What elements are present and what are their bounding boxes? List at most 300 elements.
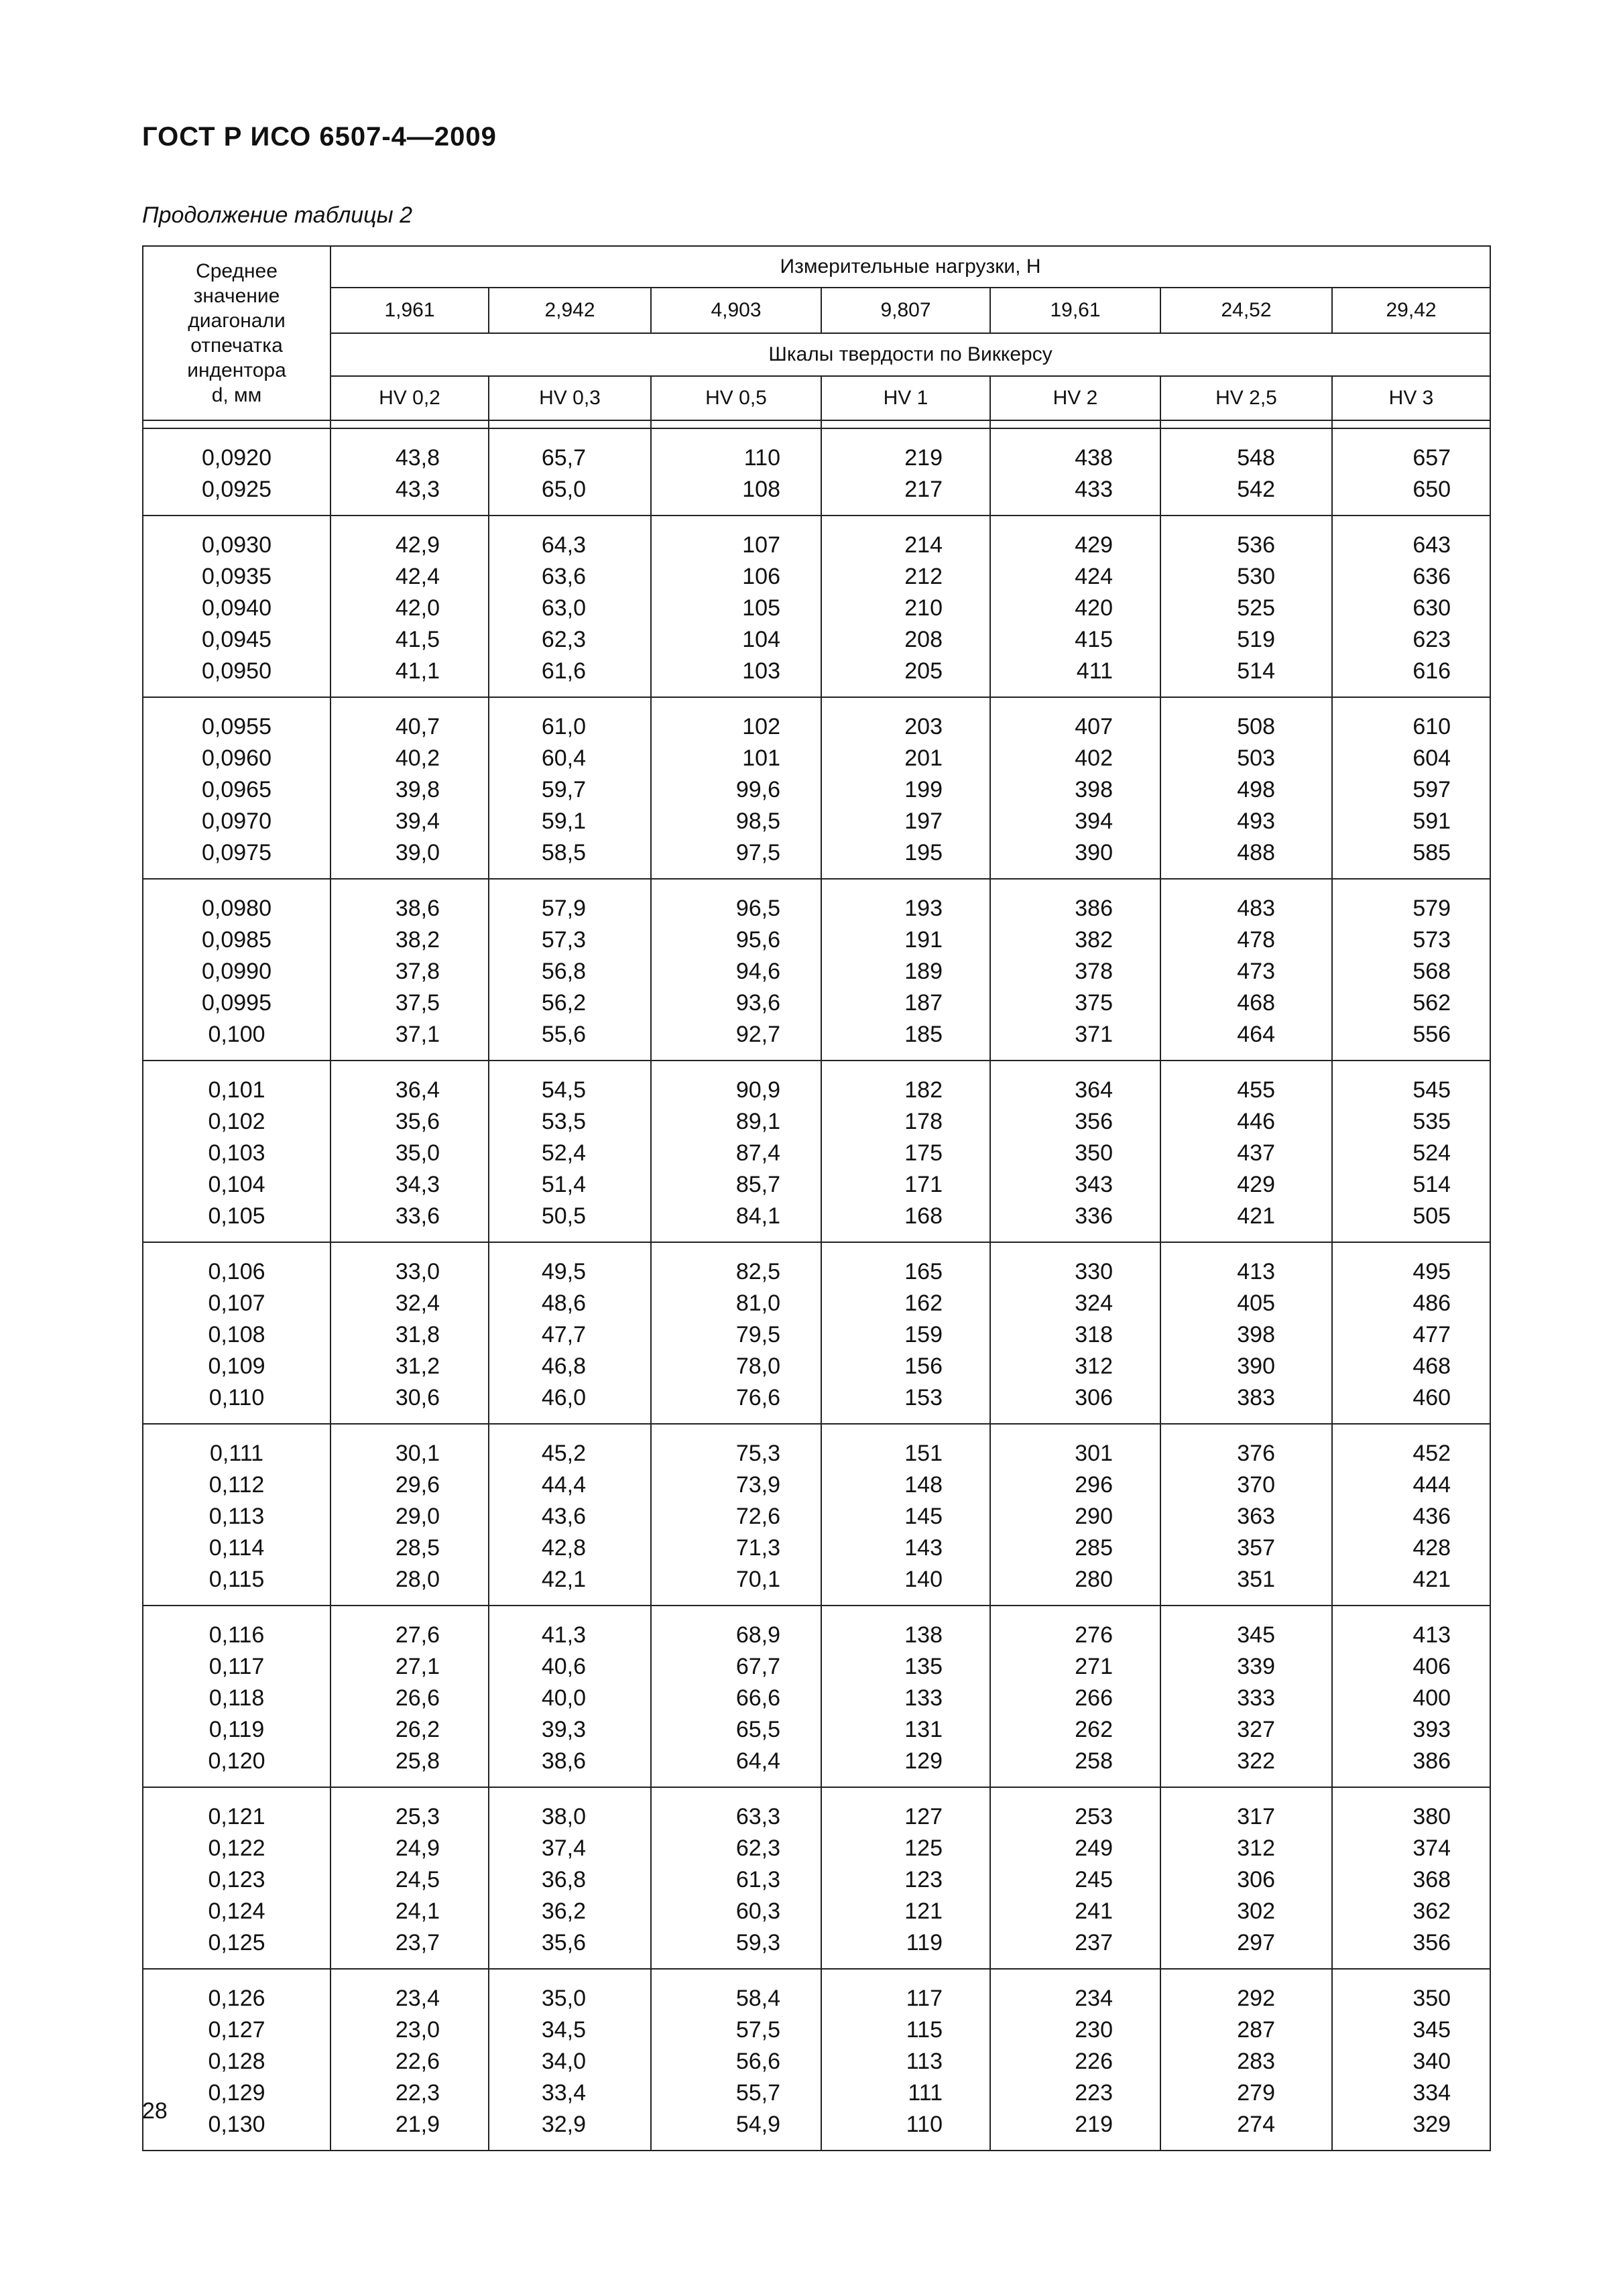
hardness-value: 148: [904, 1472, 943, 1498]
hardness-value: 29,0: [395, 1504, 440, 1529]
hardness-column-cell: [330, 1787, 489, 1969]
hardness-value: 203: [904, 714, 943, 739]
hardness-value: 107: [742, 532, 780, 558]
hardness-value: 31,2: [395, 1353, 440, 1379]
hardness-value: 113: [906, 2049, 943, 2074]
hardness-value: 59,7: [541, 777, 586, 802]
hardness-value: 92,7: [735, 1022, 780, 1047]
row-group: [143, 1424, 1490, 1606]
hardness-column-cell: [489, 1787, 651, 1969]
hardness-value: 336: [1075, 1203, 1113, 1229]
hardness-value: 201: [904, 745, 943, 771]
hardness-value: 591: [1412, 808, 1451, 834]
hardness-column-cell: [821, 1061, 990, 1242]
row-group: [143, 1787, 1490, 1969]
hardness-column-cell: [330, 1424, 489, 1606]
hardness-column-cell: [990, 1061, 1160, 1242]
stub-line-unit: d, мм: [211, 384, 262, 406]
hardness-value: 616: [1412, 658, 1451, 684]
hardness-value: 498: [1237, 777, 1275, 802]
hardness-column-cell: [990, 1787, 1160, 1969]
vickers-hardness-table: [142, 245, 1491, 2151]
hardness-value: 58,4: [735, 1986, 780, 2011]
hardness-value: 356: [1412, 1930, 1451, 1955]
hardness-value: 72,6: [735, 1504, 780, 1529]
hardness-value: 42,0: [395, 595, 440, 621]
hardness-value: 486: [1412, 1290, 1451, 1316]
hardness-value: 568: [1412, 959, 1451, 984]
hardness-value: 96,5: [735, 896, 780, 921]
hardness-value: 362: [1412, 1898, 1451, 1924]
hardness-value: 56,8: [541, 959, 586, 984]
diagonal-value: 0,105: [208, 1203, 265, 1229]
hardness-value: 33,0: [395, 1259, 440, 1284]
hardness-value: 56,2: [541, 990, 586, 1016]
hardness-column-cell: [330, 1969, 489, 2151]
load-value: 9,807: [821, 288, 990, 333]
hardness-column-cell: [489, 428, 651, 516]
hardness-value: 82,5: [735, 1259, 780, 1284]
hardness-value: 38,2: [395, 927, 440, 953]
hardness-value: 111: [908, 2080, 943, 2106]
hardness-value: 102: [742, 714, 780, 739]
hardness-value: 41,5: [395, 627, 440, 652]
hardness-value: 39,3: [541, 1717, 586, 1742]
hardness-column-cell: [1332, 1969, 1490, 2151]
hardness-value: 52,4: [541, 1140, 586, 1166]
hardness-value: 429: [1237, 1172, 1275, 1197]
hardness-value: 390: [1075, 840, 1113, 865]
diagonal-value: 0,0975: [202, 840, 272, 865]
hardness-value: 287: [1237, 2017, 1275, 2043]
load-value: 19,61: [990, 288, 1160, 333]
hardness-value: 37,8: [395, 959, 440, 984]
hardness-value: 61,6: [541, 658, 586, 684]
hardness-value: 279: [1237, 2080, 1275, 2106]
hardness-value: 421: [1412, 1567, 1451, 1592]
hardness-value: 117: [906, 1986, 943, 2011]
hardness-column-cell: [1332, 428, 1490, 516]
hardness-column-cell: [821, 697, 990, 879]
table-row-group: [143, 1787, 1490, 1969]
table-row-group: [143, 1424, 1490, 1606]
hardness-value: 58,5: [541, 840, 586, 865]
diagonal-value: 0,104: [208, 1172, 265, 1197]
hardness-value: 38,0: [541, 1804, 586, 1829]
hardness-value: 98,5: [735, 808, 780, 834]
hardness-column-cell: [1332, 1787, 1490, 1969]
hardness-value: 405: [1237, 1290, 1275, 1316]
diagonal-value: 0,124: [208, 1898, 265, 1924]
hardness-value: 212: [904, 564, 943, 589]
load-value: 1,961: [330, 288, 489, 333]
diagonal-value: 0,123: [208, 1867, 265, 1892]
hardness-value: 44,4: [541, 1472, 586, 1498]
row-group: [143, 516, 1490, 697]
row-group: [143, 428, 1490, 516]
hardness-value: 175: [904, 1140, 943, 1166]
hardness-column-cell: [821, 516, 990, 697]
hardness-value: 413: [1237, 1259, 1275, 1284]
hardness-value: 324: [1075, 1290, 1113, 1316]
hardness-value: 55,7: [735, 2080, 780, 2106]
hardness-value: 66,6: [735, 1685, 780, 1711]
hardness-column-cell: [651, 1061, 821, 1242]
hardness-value: 95,6: [735, 927, 780, 953]
hardness-value: 23,0: [395, 2017, 440, 2043]
hardness-column-cell: [821, 428, 990, 516]
diagonal-value: 0,116: [208, 1622, 265, 1648]
stub-header: [143, 246, 330, 420]
hardness-value: 271: [1075, 1654, 1113, 1679]
diagonal-column-cell: [143, 1969, 330, 2151]
hardness-column-cell: [489, 516, 651, 697]
hardness-column-cell: [651, 879, 821, 1061]
diagonal-value: 0,128: [208, 2049, 265, 2074]
hardness-value: 374: [1412, 1835, 1451, 1861]
hardness-value: 356: [1075, 1109, 1113, 1134]
hardness-value: 29,6: [395, 1472, 440, 1498]
hardness-value: 223: [1075, 2080, 1113, 2106]
hardness-value: 64,4: [735, 1748, 780, 1774]
hardness-column-cell: [1332, 1061, 1490, 1242]
diagonal-value: 0,0950: [202, 658, 272, 684]
hardness-column-cell: [1160, 697, 1332, 879]
hardness-value: 43,6: [541, 1504, 586, 1529]
load-value: 24,52: [1160, 288, 1332, 333]
hardness-column-cell: [330, 1061, 489, 1242]
hardness-value: 382: [1075, 927, 1113, 953]
hardness-value: 99,6: [735, 777, 780, 802]
hardness-value: 280: [1075, 1567, 1113, 1592]
hardness-value: 57,3: [541, 927, 586, 953]
hardness-value: 75,3: [735, 1441, 780, 1466]
hardness-value: 429: [1075, 532, 1113, 558]
hardness-value: 89,1: [735, 1109, 780, 1134]
hardness-value: 452: [1412, 1441, 1451, 1466]
hardness-column-cell: [489, 1606, 651, 1787]
hardness-value: 411: [1076, 658, 1113, 684]
hardness-value: 444: [1412, 1472, 1451, 1498]
row-group: [143, 1969, 1490, 2151]
diagonal-value: 0,110: [208, 1385, 265, 1410]
hardness-value: 94,6: [735, 959, 780, 984]
hardness-column-cell: [489, 1242, 651, 1424]
hardness-column-cell: [330, 1242, 489, 1424]
hardness-value: 105: [742, 595, 780, 621]
hardness-value: 424: [1075, 564, 1113, 589]
hardness-value: 81,0: [735, 1290, 780, 1316]
hardness-value: 97,5: [735, 840, 780, 865]
hardness-column-cell: [1160, 879, 1332, 1061]
diagonal-column-cell: [143, 1424, 330, 1606]
hardness-value: 63,6: [541, 564, 586, 589]
diagonal-value: 0,103: [208, 1140, 265, 1166]
hardness-value: 40,0: [541, 1685, 586, 1711]
hardness-value: 25,8: [395, 1748, 440, 1774]
scale-label: HV 2,5: [1160, 376, 1332, 420]
hardness-value: 258: [1075, 1748, 1113, 1774]
hardness-value: 24,1: [395, 1898, 440, 1924]
hardness-value: 68,9: [735, 1622, 780, 1648]
hardness-value: 535: [1412, 1109, 1451, 1134]
header-double-rule: [143, 420, 1490, 428]
hardness-value: 330: [1075, 1259, 1113, 1284]
hardness-value: 400: [1412, 1685, 1451, 1711]
hardness-column-cell: [1160, 1061, 1332, 1242]
hardness-value: 43,8: [395, 445, 440, 471]
scale-label: HV 0,5: [651, 376, 821, 420]
hardness-value: 30,1: [395, 1441, 440, 1466]
hardness-value: 413: [1412, 1622, 1451, 1648]
hardness-column-cell: [1332, 879, 1490, 1061]
hardness-value: 165: [904, 1259, 943, 1284]
diagonal-value: 0,0970: [202, 808, 272, 834]
hardness-value: 386: [1075, 896, 1113, 921]
hardness-value: 131: [904, 1717, 943, 1742]
hardness-value: 378: [1075, 959, 1113, 984]
hardness-value: 189: [904, 959, 943, 984]
hardness-column-cell: [821, 1787, 990, 1969]
hardness-value: 57,5: [735, 2017, 780, 2043]
hardness-value: 135: [904, 1654, 943, 1679]
diagonal-value: 0,111: [209, 1441, 264, 1466]
stub-line: Среднее: [196, 260, 278, 282]
hardness-value: 33,6: [395, 1203, 440, 1229]
hardness-value: 503: [1237, 745, 1275, 771]
diagonal-value: 0,113: [208, 1504, 265, 1529]
hardness-value: 306: [1237, 1867, 1275, 1892]
row-group: [143, 1606, 1490, 1787]
hardness-value: 357: [1237, 1535, 1275, 1561]
hardness-column-cell: [990, 879, 1160, 1061]
hardness-value: 573: [1412, 927, 1451, 953]
diagonal-value: 0,108: [208, 1322, 265, 1347]
hardness-value: 101: [742, 745, 780, 771]
hardness-value: 35,0: [541, 1986, 586, 2011]
table-header: [143, 246, 1490, 428]
hardness-value: 76,6: [735, 1385, 780, 1410]
hardness-value: 151: [904, 1441, 943, 1466]
hardness-value: 306: [1075, 1385, 1113, 1410]
scale-label: HV 2: [990, 376, 1160, 420]
hardness-value: 253: [1075, 1804, 1113, 1829]
hardness-value: 185: [904, 1022, 943, 1047]
hardness-column-cell: [330, 697, 489, 879]
stub-line: значение: [193, 285, 280, 307]
hardness-value: 292: [1237, 1986, 1275, 2011]
hardness-value: 115: [906, 2017, 943, 2043]
hardness-value: 193: [904, 896, 943, 921]
hardness-value: 585: [1412, 840, 1451, 865]
hardness-value: 214: [904, 532, 943, 558]
table-caption: Продолжение таблицы 2: [142, 202, 412, 228]
hardness-value: 42,8: [541, 1535, 586, 1561]
hardness-value: 39,4: [395, 808, 440, 834]
hardness-value: 505: [1412, 1203, 1451, 1229]
row-group: [143, 1061, 1490, 1242]
hardness-column-cell: [990, 516, 1160, 697]
stub-line: диагонали: [188, 310, 286, 332]
hardness-value: 623: [1412, 627, 1451, 652]
hardness-value: 393: [1412, 1717, 1451, 1742]
hardness-value: 415: [1075, 627, 1113, 652]
hardness-value: 468: [1237, 990, 1275, 1016]
hardness-value: 195: [904, 840, 943, 865]
hardness-value: 249: [1075, 1835, 1113, 1861]
hardness-value: 36,2: [541, 1898, 586, 1924]
hardness-value: 35,6: [395, 1109, 440, 1134]
hardness-column-cell: [1160, 1424, 1332, 1606]
hardness-value: 428: [1412, 1535, 1451, 1561]
hardness-value: 24,5: [395, 1867, 440, 1892]
hardness-value: 43,3: [395, 477, 440, 502]
hardness-value: 79,5: [735, 1322, 780, 1347]
hardness-value: 28,5: [395, 1535, 440, 1561]
hardness-value: 42,9: [395, 532, 440, 558]
diagonal-value: 0,118: [208, 1685, 265, 1711]
hardness-value: 333: [1237, 1685, 1275, 1711]
hardness-value: 478: [1237, 927, 1275, 953]
hardness-column-cell: [990, 428, 1160, 516]
scale-label: HV 3: [1332, 376, 1490, 420]
hardness-value: 495: [1412, 1259, 1451, 1284]
hardness-value: 36,4: [395, 1077, 440, 1103]
hardness-value: 312: [1237, 1835, 1275, 1861]
hardness-value: 327: [1237, 1717, 1275, 1742]
hardness-column-cell: [1332, 516, 1490, 697]
hardness-value: 386: [1412, 1748, 1451, 1774]
hardness-value: 62,3: [541, 627, 586, 652]
hardness-value: 85,7: [735, 1172, 780, 1197]
hardness-value: 60,4: [541, 745, 586, 771]
hardness-value: 50,5: [541, 1203, 586, 1229]
hardness-value: 380: [1412, 1804, 1451, 1829]
hardness-column-cell: [1332, 1242, 1490, 1424]
hardness-value: 542: [1237, 477, 1275, 502]
hardness-value: 37,4: [541, 1835, 586, 1861]
diagonal-column-cell: [143, 1061, 330, 1242]
hardness-value: 508: [1237, 714, 1275, 739]
hardness-value: 210: [904, 595, 943, 621]
hardness-value: 398: [1075, 777, 1113, 802]
hardness-value: 468: [1412, 1353, 1451, 1379]
hardness-value: 26,2: [395, 1717, 440, 1742]
hardness-value: 536: [1237, 532, 1275, 558]
diagonal-column-cell: [143, 1787, 330, 1969]
hardness-value: 398: [1237, 1322, 1275, 1347]
hardness-column-cell: [651, 1242, 821, 1424]
hardness-value: 350: [1075, 1140, 1113, 1166]
hardness-column-cell: [651, 697, 821, 879]
hardness-value: 32,9: [541, 2112, 586, 2137]
hardness-value: 317: [1237, 1804, 1275, 1829]
hardness-value: 108: [742, 477, 780, 502]
hardness-value: 437: [1237, 1140, 1275, 1166]
hardness-value: 36,8: [541, 1867, 586, 1892]
diagonal-column-cell: [143, 697, 330, 879]
hardness-value: 41,1: [395, 658, 440, 684]
hardness-value: 27,6: [395, 1622, 440, 1648]
hardness-value: 312: [1075, 1353, 1113, 1379]
hardness-value: 197: [904, 808, 943, 834]
hardness-value: 23,7: [395, 1930, 440, 1955]
hardness-value: 237: [1075, 1930, 1113, 1955]
diagonal-value: 0,0925: [202, 477, 272, 502]
load-value: 2,942: [489, 288, 651, 333]
stub-line: отпечатка: [190, 335, 283, 357]
diagonal-value: 0,102: [208, 1109, 265, 1134]
hardness-value: 636: [1412, 564, 1451, 589]
diagonal-value: 0,127: [208, 2017, 265, 2043]
diagonal-value: 0,0995: [202, 990, 272, 1016]
load-value: 29,42: [1332, 288, 1490, 333]
hardness-value: 87,4: [735, 1140, 780, 1166]
hardness-value: 34,0: [541, 2049, 586, 2074]
hardness-value: 45,2: [541, 1441, 586, 1466]
diagonal-value: 0,120: [208, 1748, 265, 1774]
hardness-column-cell: [330, 879, 489, 1061]
hardness-column-cell: [330, 516, 489, 697]
hardness-value: 40,2: [395, 745, 440, 771]
hardness-value: 133: [904, 1685, 943, 1711]
hardness-value: 390: [1237, 1353, 1275, 1379]
hardness-value: 340: [1412, 2049, 1451, 2074]
hardness-value: 22,6: [395, 2049, 440, 2074]
hardness-value: 123: [904, 1867, 943, 1892]
hardness-value: 548: [1237, 445, 1275, 471]
table-row-group: [143, 1606, 1490, 1787]
hardness-value: 322: [1237, 1748, 1275, 1774]
hardness-value: 93,6: [735, 990, 780, 1016]
hardness-column-cell: [330, 1606, 489, 1787]
hardness-value: 350: [1412, 1986, 1451, 2011]
hardness-value: 339: [1237, 1654, 1275, 1679]
hardness-value: 171: [904, 1172, 943, 1197]
hardness-value: 65,5: [735, 1717, 780, 1742]
scale-label: HV 0,2: [330, 376, 489, 420]
hardness-value: 63,0: [541, 595, 586, 621]
hardness-value: 78,0: [735, 1353, 780, 1379]
hardness-value: 59,3: [735, 1930, 780, 1955]
hardness-value: 657: [1412, 445, 1451, 471]
row-group: [143, 879, 1490, 1061]
diagonal-value: 0,0955: [202, 714, 272, 739]
diagonal-value: 0,0940: [202, 595, 272, 621]
diagonal-value: 0,121: [208, 1804, 265, 1829]
hardness-value: 41,3: [541, 1622, 586, 1648]
diagonal-value: 0,0960: [202, 745, 272, 771]
hardness-value: 51,4: [541, 1172, 586, 1197]
hardness-column-cell: [330, 428, 489, 516]
hardness-value: 643: [1412, 532, 1451, 558]
diagonal-value: 0,0990: [202, 959, 272, 984]
hardness-column-cell: [1332, 1424, 1490, 1606]
hardness-column-cell: [990, 697, 1160, 879]
hardness-value: 383: [1237, 1385, 1275, 1410]
row-group: [143, 697, 1490, 879]
hardness-value: 217: [904, 477, 943, 502]
row-group: [143, 1242, 1490, 1424]
hardness-value: 46,8: [541, 1353, 586, 1379]
hardness-value: 61,0: [541, 714, 586, 739]
hardness-value: 48,6: [541, 1290, 586, 1316]
hardness-value: 234: [1075, 1986, 1113, 2011]
hardness-value: 375: [1075, 990, 1113, 1016]
hardness-value: 230: [1075, 2017, 1113, 2043]
hardness-value: 90,9: [735, 1077, 780, 1103]
hardness-value: 562: [1412, 990, 1451, 1016]
